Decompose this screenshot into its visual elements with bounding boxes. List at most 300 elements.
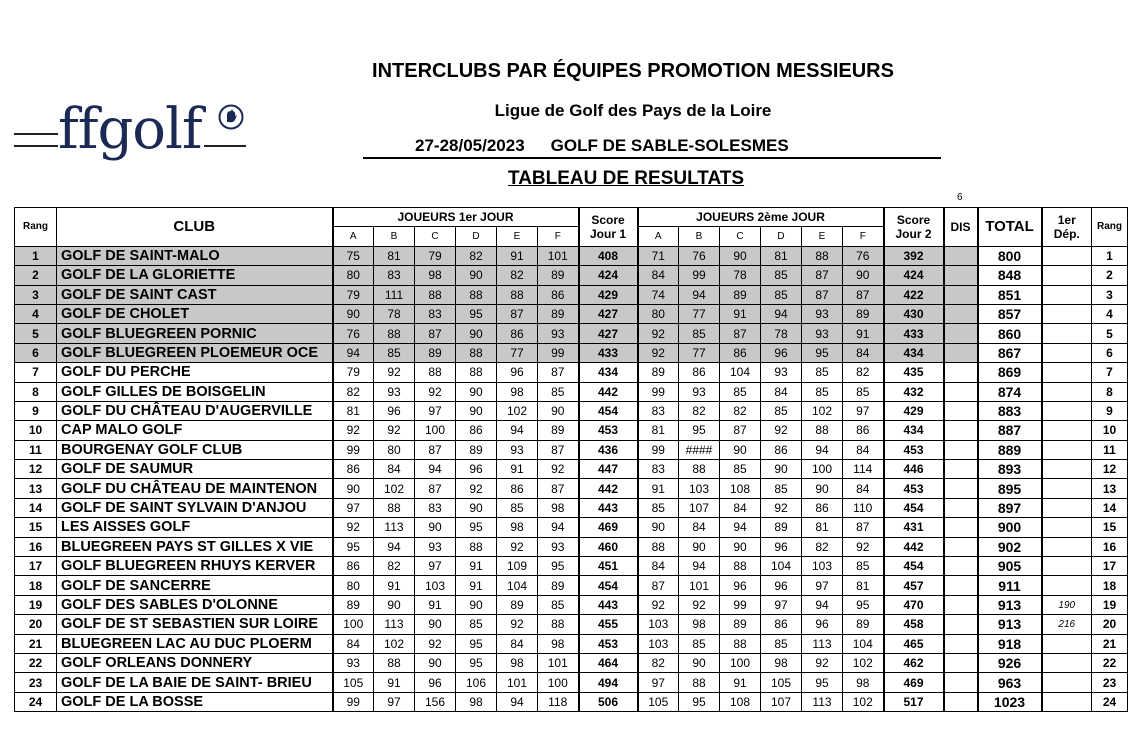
final-rank-cell: 23 — [1092, 673, 1128, 692]
club-name: GOLF DE SAINT CAST — [57, 285, 333, 304]
day1-score-cell: 92 — [415, 634, 456, 653]
day2-score-cell: 90 — [802, 479, 843, 498]
dep-cell — [1042, 537, 1092, 556]
dis-cell — [944, 363, 978, 382]
day1-score-cell: 89 — [415, 343, 456, 362]
day2-score-cell: 84 — [638, 266, 679, 285]
day2-score-cell: 90 — [679, 653, 720, 672]
day2-score-cell: 87 — [720, 324, 761, 343]
day1-score-cell: 90 — [456, 266, 497, 285]
day1-score-cell: 111 — [374, 285, 415, 304]
final-rank-cell: 16 — [1092, 537, 1128, 556]
dis-cell — [944, 304, 978, 323]
day1-score-cell: 93 — [415, 537, 456, 556]
day1-score-cell: 87 — [415, 479, 456, 498]
final-rank-cell: 13 — [1092, 479, 1128, 498]
day1-score-cell: 86 — [497, 324, 538, 343]
rank-cell: 13 — [15, 479, 57, 498]
rank-cell: 4 — [15, 304, 57, 323]
day2-score-cell: 96 — [761, 576, 802, 595]
day2-score-cell: 86 — [679, 363, 720, 382]
day2-player-a-header: A — [638, 227, 679, 246]
score-day2-cell: 431 — [884, 518, 944, 537]
day2-score-cell: 97 — [761, 595, 802, 614]
day2-score-cell: 99 — [638, 382, 679, 401]
score-day2-cell: 434 — [884, 343, 944, 362]
score-day2-cell: 470 — [884, 595, 944, 614]
day1-score-cell: 79 — [415, 246, 456, 265]
dis-cell — [944, 498, 978, 517]
results-table — [14, 207, 1128, 712]
club-name: GOLF DE SAUMUR — [57, 460, 333, 479]
day1-player-c-header: C — [415, 227, 456, 246]
day2-score-cell: 84 — [679, 518, 720, 537]
day1-score-cell: 89 — [538, 304, 579, 323]
total-cell: 900 — [978, 518, 1042, 537]
dis-cell — [944, 673, 978, 692]
day1-score-cell: 100 — [333, 615, 374, 634]
total-cell: 905 — [978, 557, 1042, 576]
table-row — [15, 382, 1128, 401]
day2-score-cell: 107 — [679, 498, 720, 517]
day1-score-cell: 92 — [374, 421, 415, 440]
table-row — [15, 343, 1128, 362]
day2-score-cell: 102 — [802, 401, 843, 420]
day1-player-f-header: F — [538, 227, 579, 246]
day1-score-cell: 100 — [538, 673, 579, 692]
dep-cell — [1042, 324, 1092, 343]
day1-score-cell: 101 — [538, 246, 579, 265]
table-row — [15, 615, 1128, 634]
day1-score-cell: 94 — [538, 518, 579, 537]
day2-score-cell: 89 — [843, 615, 884, 634]
day1-score-cell: 95 — [333, 537, 374, 556]
day1-score-cell: 85 — [497, 498, 538, 517]
day2-score-cell: 89 — [720, 285, 761, 304]
day2-score-cell: 88 — [802, 246, 843, 265]
day1-score-cell: 88 — [456, 343, 497, 362]
day2-score-cell: 113 — [802, 634, 843, 653]
day2-score-cell: 92 — [638, 343, 679, 362]
day2-player-f-header: F — [843, 227, 884, 246]
day2-score-cell: 88 — [679, 673, 720, 692]
score-day1-cell: 453 — [579, 421, 638, 440]
dis-cell — [944, 343, 978, 362]
day1-score-cell: 90 — [456, 382, 497, 401]
final-rank-cell: 3 — [1092, 285, 1128, 304]
club-name: GOLF DE ST SEBASTIEN SUR LOIRE — [57, 615, 333, 634]
day2-score-cell: 71 — [638, 246, 679, 265]
day1-score-cell: 103 — [415, 576, 456, 595]
day1-score-cell: 84 — [333, 634, 374, 653]
day2-score-cell: 93 — [802, 304, 843, 323]
day1-player-e-header: E — [497, 227, 538, 246]
score-day2-cell: 433 — [884, 324, 944, 343]
day2-score-cell: 95 — [802, 343, 843, 362]
day1-score-cell: 88 — [415, 285, 456, 304]
rank-cell: 2 — [15, 266, 57, 285]
day2-score-cell: 90 — [679, 537, 720, 556]
score1-header — [579, 208, 638, 247]
final-rank-cell: 7 — [1092, 363, 1128, 382]
day1-score-cell: 93 — [374, 382, 415, 401]
day1-score-cell: 101 — [538, 653, 579, 672]
club-name: BOURGENAY GOLF CLUB — [57, 440, 333, 459]
day2-score-cell: 102 — [843, 692, 884, 711]
dep-cell — [1042, 576, 1092, 595]
day1-score-cell: 91 — [374, 673, 415, 692]
dis-cell — [944, 421, 978, 440]
score-day1-cell: 506 — [579, 692, 638, 711]
day1-score-cell: 102 — [374, 634, 415, 653]
club-name: GOLF DE LA BOSSE — [57, 692, 333, 711]
day1-score-cell: 91 — [497, 460, 538, 479]
rank-cell: 20 — [15, 615, 57, 634]
day2-score-cell: 107 — [761, 692, 802, 711]
day2-score-cell: 101 — [679, 576, 720, 595]
total-cell: 883 — [978, 401, 1042, 420]
dep-cell — [1042, 634, 1092, 653]
day2-score-cell: 88 — [679, 460, 720, 479]
day1-score-cell: 91 — [497, 246, 538, 265]
score-day2-cell: 458 — [884, 615, 944, 634]
table-row — [15, 363, 1128, 382]
day1-score-cell: 96 — [415, 673, 456, 692]
day1-score-cell: 101 — [497, 673, 538, 692]
day1-score-cell: 89 — [456, 440, 497, 459]
day2-score-cell: 103 — [679, 479, 720, 498]
day1-score-cell: 84 — [497, 634, 538, 653]
score-day1-cell: 443 — [579, 595, 638, 614]
score-day2-cell: 462 — [884, 653, 944, 672]
club-name: GOLF BLUEGREEN PORNIC — [57, 324, 333, 343]
day1-score-cell: 98 — [497, 653, 538, 672]
day1-score-cell: 93 — [538, 324, 579, 343]
dis-header: DIS — [944, 208, 978, 247]
day1-score-cell: 90 — [538, 401, 579, 420]
day2-score-cell: 98 — [761, 653, 802, 672]
day1-score-cell: 93 — [333, 653, 374, 672]
day2-player-d-header: D — [761, 227, 802, 246]
day1-score-cell: 94 — [374, 537, 415, 556]
day2-score-cell: 84 — [638, 557, 679, 576]
day2-score-cell: 88 — [720, 557, 761, 576]
day2-score-cell: 92 — [761, 498, 802, 517]
day2-score-cell: 78 — [761, 324, 802, 343]
day1-score-cell: 87 — [415, 440, 456, 459]
score-day1-cell: 424 — [579, 266, 638, 285]
day2-score-cell: 93 — [679, 382, 720, 401]
table-row — [15, 518, 1128, 537]
day1-score-cell: 85 — [538, 382, 579, 401]
day2-score-cell: 91 — [720, 673, 761, 692]
day1-score-cell: 80 — [374, 440, 415, 459]
rank-cell: 16 — [15, 537, 57, 556]
club-name: LES AISSES GOLF — [57, 518, 333, 537]
day2-score-cell: 96 — [802, 615, 843, 634]
day1-score-cell: 102 — [374, 479, 415, 498]
total-cell: 902 — [978, 537, 1042, 556]
day2-score-cell: 108 — [720, 692, 761, 711]
final-rank-cell: 10 — [1092, 421, 1128, 440]
day2-score-cell: 90 — [720, 246, 761, 265]
day2-score-cell: 89 — [720, 615, 761, 634]
day1-score-cell: 90 — [456, 498, 497, 517]
club-name: BLUEGREEN PAYS ST GILLES X VIE — [57, 537, 333, 556]
day1-player-b-header: B — [374, 227, 415, 246]
day1-score-cell: 82 — [456, 246, 497, 265]
day1-score-cell: 81 — [333, 401, 374, 420]
rank-cell: 22 — [15, 653, 57, 672]
day2-score-cell: 113 — [802, 692, 843, 711]
dis-cell — [944, 285, 978, 304]
club-name: GOLF BLUEGREEN PLOEMEUR OCE — [57, 343, 333, 362]
score-day1-cell: 433 — [579, 343, 638, 362]
final-rank-cell: 19 — [1092, 595, 1128, 614]
score-day1-cell: 469 — [579, 518, 638, 537]
day2-score-cell: 91 — [843, 324, 884, 343]
score-day1-cell: 442 — [579, 479, 638, 498]
day2-score-cell: 93 — [761, 363, 802, 382]
day1-score-cell: 85 — [456, 615, 497, 634]
day2-score-cell: 81 — [843, 576, 884, 595]
day2-score-cell: 99 — [679, 266, 720, 285]
day1-score-cell: 92 — [456, 479, 497, 498]
score-day2-cell: 446 — [884, 460, 944, 479]
table-row — [15, 673, 1128, 692]
event-date: 27-28/05/2023 — [415, 136, 525, 155]
day1-score-cell: 94 — [415, 460, 456, 479]
table-row — [15, 440, 1128, 459]
day1-score-cell: 96 — [374, 401, 415, 420]
day1-score-cell: 97 — [415, 557, 456, 576]
day1-score-cell: 88 — [415, 363, 456, 382]
day1-score-cell: 156 — [415, 692, 456, 711]
day1-score-cell: 95 — [538, 557, 579, 576]
table-row — [15, 634, 1128, 653]
dep-cell — [1042, 518, 1092, 537]
day2-score-cell: 76 — [679, 246, 720, 265]
day1-score-cell: 90 — [374, 595, 415, 614]
divider — [363, 157, 941, 159]
dis-cell — [944, 576, 978, 595]
table-row — [15, 324, 1128, 343]
day2-score-cell: 92 — [638, 595, 679, 614]
day1-score-cell: 86 — [497, 479, 538, 498]
day1-score-cell: 98 — [538, 498, 579, 517]
day2-score-cell: 92 — [843, 537, 884, 556]
total-cell: 857 — [978, 304, 1042, 323]
day1-score-cell: 88 — [456, 537, 497, 556]
rank-cell: 18 — [15, 576, 57, 595]
day1-score-cell: 98 — [538, 634, 579, 653]
day1-score-cell: 98 — [497, 382, 538, 401]
rank-cell: 19 — [15, 595, 57, 614]
dep-cell — [1042, 673, 1092, 692]
table-row — [15, 576, 1128, 595]
table-row — [15, 537, 1128, 556]
dis-cell — [944, 692, 978, 711]
score-day2-cell: 435 — [884, 363, 944, 382]
day1-score-cell: 94 — [497, 692, 538, 711]
dep-cell — [1042, 460, 1092, 479]
day1-score-cell: 92 — [538, 460, 579, 479]
day2-score-cell: 78 — [720, 266, 761, 285]
score-day2-cell: 392 — [884, 246, 944, 265]
total-cell: 887 — [978, 421, 1042, 440]
day2-player-b-header: B — [679, 227, 720, 246]
dep-cell: 190 — [1042, 595, 1092, 614]
rank-cell: 7 — [15, 363, 57, 382]
dis-cell — [944, 246, 978, 265]
day1-score-cell: 95 — [456, 634, 497, 653]
day2-score-cell: 85 — [638, 498, 679, 517]
day2-score-cell: 104 — [720, 363, 761, 382]
day2-score-cell: 92 — [761, 421, 802, 440]
score-day2-cell: 517 — [884, 692, 944, 711]
day2-score-cell: 87 — [720, 421, 761, 440]
total-cell: 851 — [978, 285, 1042, 304]
day2-score-cell: 83 — [638, 460, 679, 479]
day1-header: JOUEURS 1er JOUR — [333, 208, 579, 227]
day2-score-cell: 87 — [843, 518, 884, 537]
day2-score-cell: 77 — [679, 343, 720, 362]
rank-cell: 14 — [15, 498, 57, 517]
total-cell: 893 — [978, 460, 1042, 479]
rang2-header: Rang — [1092, 208, 1128, 247]
day1-score-cell: 95 — [456, 518, 497, 537]
score2-header-line1: Score — [896, 212, 931, 227]
day2-score-cell: 92 — [638, 324, 679, 343]
day1-score-cell: 88 — [374, 653, 415, 672]
day1-score-cell: 89 — [538, 266, 579, 285]
day1-score-cell: 90 — [333, 304, 374, 323]
day2-score-cell: 76 — [843, 246, 884, 265]
score-day1-cell: 443 — [579, 498, 638, 517]
score-day1-cell: 454 — [579, 576, 638, 595]
day1-score-cell: 96 — [497, 363, 538, 382]
day1-score-cell: 88 — [374, 498, 415, 517]
day2-score-cell: 85 — [761, 634, 802, 653]
score2-header-line2: Jour 2 — [895, 226, 932, 241]
rank-cell: 3 — [15, 285, 57, 304]
score-day2-cell: 453 — [884, 440, 944, 459]
league-name: Ligue de Golf des Pays de la Loire — [494, 101, 772, 120]
total-cell: 869 — [978, 363, 1042, 382]
day2-score-cell: 86 — [761, 440, 802, 459]
day1-score-cell: 98 — [497, 518, 538, 537]
day2-score-cell: 85 — [761, 479, 802, 498]
day1-score-cell: 87 — [538, 440, 579, 459]
day1-score-cell: 88 — [497, 285, 538, 304]
score-day2-cell: 442 — [884, 537, 944, 556]
day2-score-cell: 89 — [761, 518, 802, 537]
day1-score-cell: 94 — [497, 421, 538, 440]
day2-score-cell: 85 — [679, 634, 720, 653]
day1-score-cell: 91 — [456, 557, 497, 576]
day2-score-cell: 85 — [802, 382, 843, 401]
dis-cell — [944, 266, 978, 285]
day2-score-cell: 92 — [679, 595, 720, 614]
day2-score-cell: 90 — [638, 518, 679, 537]
score1-header-line1: Score — [591, 212, 625, 227]
rank-cell: 9 — [15, 401, 57, 420]
logo-line — [204, 145, 246, 147]
day1-score-cell: 87 — [538, 363, 579, 382]
day1-score-cell: 82 — [374, 557, 415, 576]
day1-player-d-header: D — [456, 227, 497, 246]
day2-score-cell: 95 — [843, 595, 884, 614]
day1-score-cell: 76 — [333, 324, 374, 343]
day1-score-cell: 88 — [538, 615, 579, 634]
note-number: 6 — [957, 192, 963, 203]
dep-cell — [1042, 401, 1092, 420]
day2-score-cell: 97 — [843, 401, 884, 420]
day2-score-cell: 90 — [720, 440, 761, 459]
day1-score-cell: 90 — [456, 595, 497, 614]
day2-score-cell: 84 — [843, 343, 884, 362]
day1-score-cell: 87 — [538, 479, 579, 498]
dis-cell — [944, 537, 978, 556]
day1-score-cell: 86 — [333, 460, 374, 479]
day2-score-cell: 98 — [679, 615, 720, 634]
total-cell: 913 — [978, 595, 1042, 614]
day1-score-cell: 102 — [497, 401, 538, 420]
final-rank-cell: 6 — [1092, 343, 1128, 362]
final-rank-cell: 5 — [1092, 324, 1128, 343]
club-name: GOLF DU PERCHE — [57, 363, 333, 382]
day1-score-cell: 83 — [415, 304, 456, 323]
day1-score-cell: 109 — [497, 557, 538, 576]
day2-score-cell: 103 — [638, 615, 679, 634]
day1-score-cell: 92 — [333, 518, 374, 537]
total-header: TOTAL — [978, 208, 1042, 247]
day1-score-cell: 118 — [538, 692, 579, 711]
score-day2-cell: 469 — [884, 673, 944, 692]
total-cell: 918 — [978, 634, 1042, 653]
final-rank-cell: 15 — [1092, 518, 1128, 537]
day2-score-cell: 82 — [638, 653, 679, 672]
rank-cell: 1 — [15, 246, 57, 265]
day2-score-cell: 90 — [843, 266, 884, 285]
club-name: CAP MALO GOLF — [57, 421, 333, 440]
dis-cell — [944, 595, 978, 614]
dep-cell — [1042, 246, 1092, 265]
day1-score-cell: 89 — [333, 595, 374, 614]
dep-header-line1: 1er — [1057, 212, 1076, 227]
day2-score-cell: 80 — [638, 304, 679, 323]
rank-cell: 11 — [15, 440, 57, 459]
dep-cell — [1042, 363, 1092, 382]
final-rank-cell: 2 — [1092, 266, 1128, 285]
day2-score-cell: 86 — [720, 343, 761, 362]
event-venue: GOLF DE SABLE-SOLESMES — [550, 136, 789, 155]
dis-cell — [944, 479, 978, 498]
day2-score-cell: 82 — [679, 401, 720, 420]
final-rank-cell: 22 — [1092, 653, 1128, 672]
dep-cell — [1042, 498, 1092, 517]
table-row — [15, 460, 1128, 479]
final-rank-cell: 14 — [1092, 498, 1128, 517]
day2-score-cell: 85 — [720, 460, 761, 479]
day1-score-cell: 91 — [415, 595, 456, 614]
day1-score-cell: 98 — [456, 692, 497, 711]
day2-score-cell: 85 — [679, 324, 720, 343]
score-day1-cell: 464 — [579, 653, 638, 672]
final-rank-cell: 20 — [1092, 615, 1128, 634]
dis-cell — [944, 440, 978, 459]
dis-cell — [944, 518, 978, 537]
